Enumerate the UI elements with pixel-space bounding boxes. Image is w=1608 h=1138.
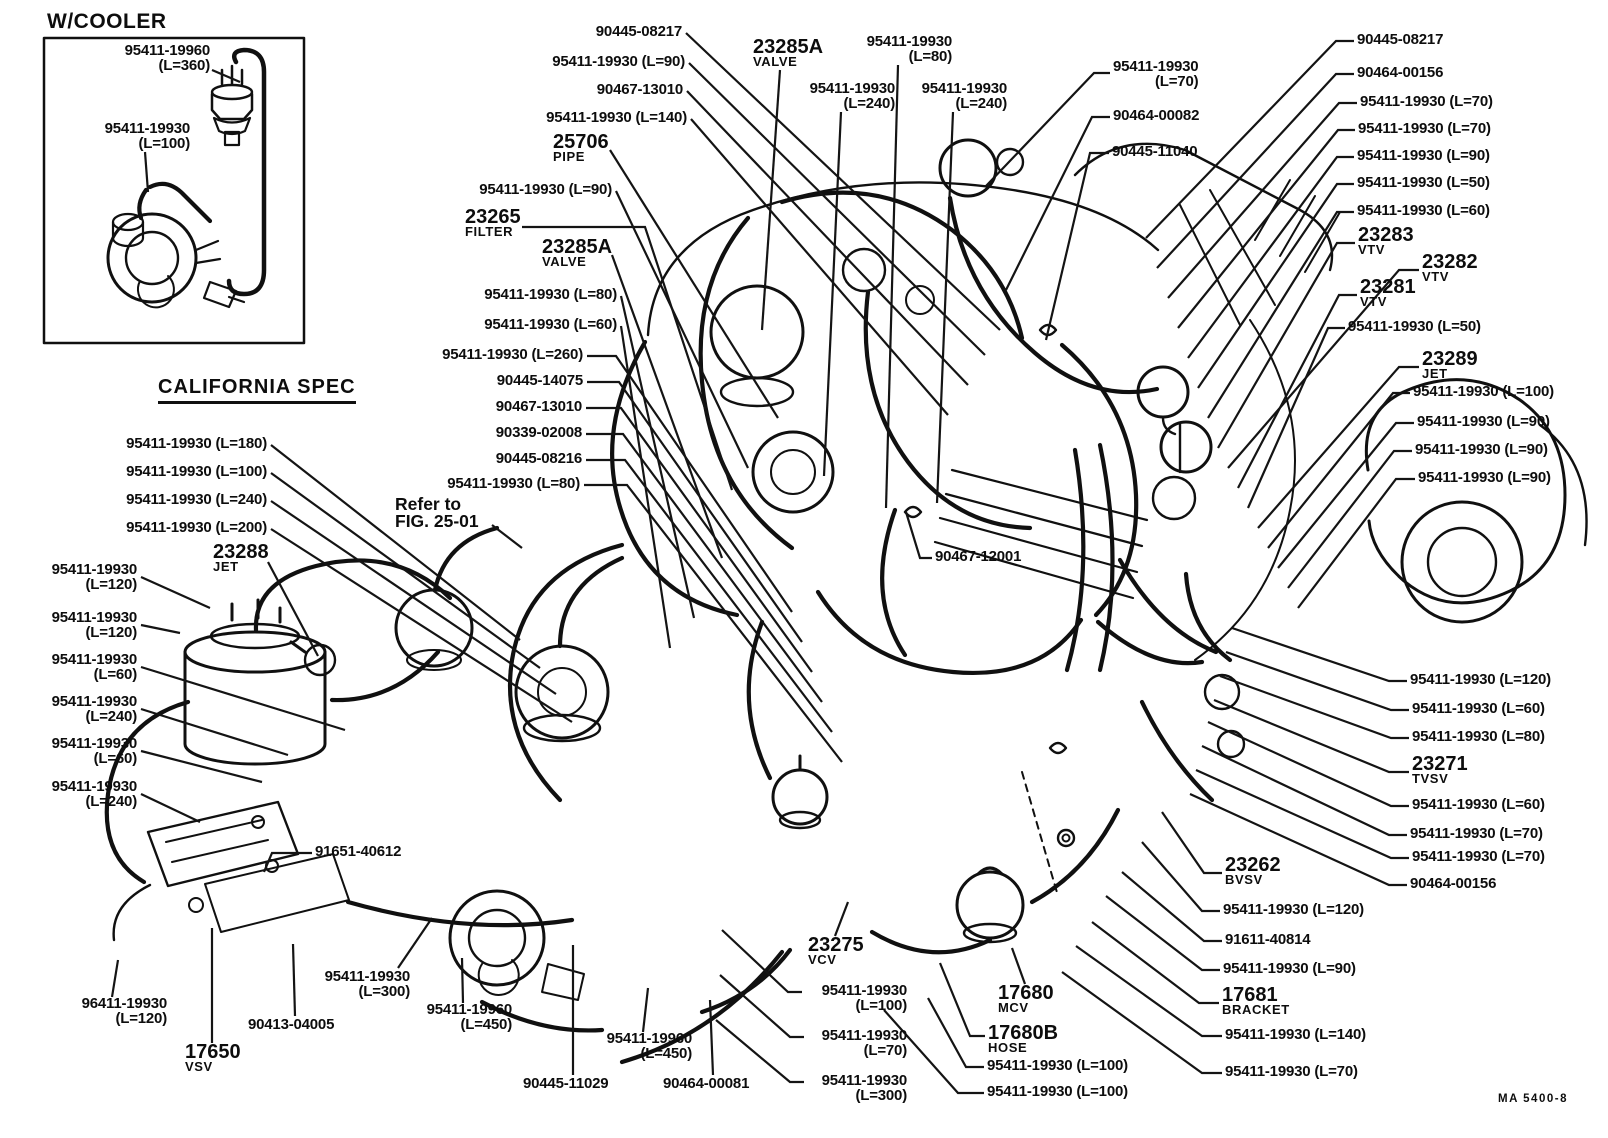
component-callout: 23283 VTV [1358, 224, 1414, 257]
leader-line [835, 902, 848, 936]
part-number-callout: 95411-19930 (L=90) [1357, 147, 1490, 164]
part-number-callout: 95411-19930 (L=70) [1410, 825, 1543, 842]
part-number-callout: 90464-00081 [663, 1075, 750, 1092]
part-number-callout: 95411-19960 (L=360) [124, 42, 210, 74]
leader-line [141, 751, 262, 782]
part-number-callout: 90464-00156 [1410, 875, 1497, 892]
leader-line [586, 434, 822, 702]
leader-line [1248, 328, 1345, 508]
component-callout: 23285A VALVE [753, 36, 824, 69]
part-number-callout: 90339-02008 [495, 424, 582, 441]
part-number-callout: 96411-19930 (L=120) [81, 995, 167, 1027]
part-number-callout: 95411-19930 (L=70) [1412, 848, 1545, 865]
part-number-callout: 90445-11029 [523, 1075, 609, 1092]
part-number-callout: 91611-40814 [1225, 931, 1311, 948]
part-number-callout: 90445-11040 [1112, 143, 1198, 160]
leader-line [293, 944, 295, 1016]
leader-line [112, 960, 118, 997]
leader-line [940, 963, 985, 1036]
part-number-callout: 95411-19930 (L=90) [1223, 960, 1356, 977]
part-number-callout: 95411-19930 (L=60) [1357, 202, 1490, 219]
part-number-callout: 95411-19930 (L=60) [484, 316, 617, 333]
part-number-callout: 95411-19930 (L=300) [324, 968, 410, 1000]
leader-line [1157, 74, 1354, 268]
part-number-callout: 95411-19930 (L=70) [1225, 1063, 1358, 1080]
part-number-callout: 90467-12001 [935, 548, 1022, 565]
leader-line [1178, 130, 1355, 328]
leader-line [141, 709, 288, 755]
part-number-callout: 90467-13010 [495, 398, 582, 415]
component-callout: 17650 VSV [185, 1041, 241, 1074]
component-callout: 17680 MCV [998, 982, 1054, 1015]
part-number-callout: 95411-19930 (L=120) [1223, 901, 1364, 918]
part-number-callout: 95411-19930 (L=240) [809, 80, 895, 112]
leader-line [1012, 948, 1025, 984]
part-number-callout: 95411-19930 (L=50) [1348, 318, 1481, 335]
leader-line [906, 512, 932, 558]
part-number-callout: 95411-19930 (L=240) [126, 491, 267, 508]
figure-code: MA 5400-8 [1498, 1093, 1568, 1105]
part-number-callout: 95411-19930 (L=240) [51, 693, 137, 725]
part-number-callout: 95411-19930 (L=80) [484, 286, 617, 303]
part-number-callout: 95411-19930 (L=90) [479, 181, 612, 198]
part-number-callout: 95411-19930 (L=70) [1113, 58, 1199, 90]
leader-line [1214, 700, 1409, 772]
leader-line [928, 998, 984, 1067]
leader-line [271, 529, 572, 722]
component-callout: 17681 BRACKET [1222, 984, 1290, 1017]
part-number-callout: 95411-19930 (L=300) [821, 1072, 907, 1104]
part-number-callout: 95411-19930 (L=70) [1358, 120, 1491, 137]
leader-line [716, 1020, 804, 1082]
part-number-callout: 95411-19930 (L=90) [1418, 469, 1551, 486]
figure-reference-note: Refer to FIG. 25-01 [395, 494, 479, 531]
part-number-callout: 95411-19930 (L=70) [1360, 93, 1493, 110]
part-number-callout: 95411-19930 (L=60) [1412, 700, 1545, 717]
leader-line [1168, 103, 1357, 298]
leader-line [1046, 153, 1109, 340]
part-number-callout: 95411-19930 (L=80) [1412, 728, 1545, 745]
component-callout: 23288 JET [213, 541, 269, 574]
leader-line [1076, 946, 1222, 1036]
part-number-callout: 95411-19930 (L=240) [51, 778, 137, 810]
leader-line [264, 853, 312, 872]
leader-line [492, 525, 522, 548]
spec-heading: CALIFORNIA SPEC [158, 376, 356, 404]
leader-line [720, 975, 804, 1037]
leader-line [691, 119, 948, 415]
part-number-callout: 95411-19930 (L=140) [546, 109, 687, 126]
part-number-callout: 95411-19930 (L=50) [1357, 174, 1490, 191]
leader-line [1202, 746, 1407, 835]
part-number-callout: 95411-19930 (L=260) [442, 346, 583, 363]
leader-line [937, 112, 953, 503]
part-number-callout: 95411-19930 (L=200) [126, 519, 267, 536]
leader-line [762, 70, 780, 330]
leader-line [462, 958, 463, 1003]
leader-line [398, 918, 432, 968]
leader-line [584, 485, 842, 762]
component-callout: 23275 VCV [808, 934, 864, 967]
part-number-callout: 95411-19930 (L=80) [447, 475, 580, 492]
leader-line [1190, 794, 1407, 885]
leader-line [886, 65, 898, 508]
part-number-callout: 90464-00156 [1357, 64, 1444, 81]
part-number-callout: 95411-19930 (L=60) [1412, 796, 1545, 813]
part-number-callout: 95411-19930 (L=120) [51, 561, 137, 593]
part-number-callout: 95411-19930 (L=100) [1413, 383, 1554, 400]
leader-line [587, 382, 802, 642]
leader-line [141, 625, 180, 633]
part-number-callout: 95411-19930 (L=140) [1225, 1026, 1366, 1043]
component-callout: 25706 PIPE [553, 131, 609, 164]
part-number-callout: 90413-04005 [248, 1016, 335, 1033]
leader-line [1162, 812, 1222, 873]
part-number-callout: 95411-19930 (L=120) [1410, 671, 1551, 688]
component-callout: 23289 JET [1422, 348, 1478, 381]
part-number-callout: 95411-19930 (L=60) [51, 735, 137, 767]
part-number-callout: 95411-19960 (L=450) [606, 1030, 692, 1062]
part-number-callout: 95411-19930 (L=180) [126, 435, 267, 452]
part-number-callout: 91651-40612 [315, 843, 402, 860]
leader-line [141, 794, 200, 822]
leader-line [1006, 117, 1110, 290]
part-number-callout: 90445-08217 [595, 23, 682, 40]
component-callout: 23285A VALVE [542, 236, 613, 269]
part-number-callout: 95411-19930 (L=100) [987, 1083, 1128, 1100]
leader-line [1122, 872, 1222, 941]
part-number-callout: 90464-00082 [1113, 107, 1200, 124]
inset-title: W/COOLER [47, 10, 167, 33]
leader-line [141, 667, 345, 730]
component-callout: 23265 FILTER [465, 206, 521, 239]
part-number-callout: 95411-19930 (L=100) [987, 1057, 1128, 1074]
component-callout: 23281 VTV [1360, 276, 1416, 309]
leader-line [212, 70, 240, 82]
part-number-callout: 95411-19960 (L=450) [426, 1001, 512, 1033]
part-number-callout: 95411-19930 (L=90) [1415, 441, 1548, 458]
leader-line [268, 562, 318, 656]
leader-line [686, 33, 1000, 330]
leader-line [643, 988, 648, 1032]
leader-line [1142, 842, 1220, 911]
leader-line [586, 460, 832, 732]
component-callout: 17680B HOSE [988, 1022, 1059, 1055]
component-callout: 23262 BVSV [1225, 854, 1281, 887]
part-number-callout: 90445-08216 [495, 450, 582, 467]
leader-line [586, 408, 812, 672]
part-number-callout: 95411-19930 (L=100) [821, 982, 907, 1014]
part-number-callout: 95411-19930 (L=240) [921, 80, 1007, 112]
part-number-callout: 95411-19930 (L=100) [126, 463, 267, 480]
part-number-callout: 90445-08217 [1357, 31, 1444, 48]
part-number-callout: 90467-13010 [596, 81, 683, 98]
part-number-callout: 95411-19930 (L=80) [866, 33, 952, 65]
part-number-callout: 95411-19930 (L=70) [821, 1027, 907, 1059]
part-number-callout: 90445-14075 [496, 372, 583, 389]
leader-line [1232, 628, 1407, 681]
leader-line [1258, 367, 1419, 528]
leader-line [145, 152, 148, 192]
leader-line [1208, 212, 1354, 418]
component-callout: 23282 VTV [1422, 251, 1478, 284]
leader-line [722, 930, 802, 992]
leader-line [710, 1000, 713, 1075]
part-number-callout: 95411-19930 (L=100) [104, 120, 190, 152]
part-number-callout: 95411-19930 (L=90) [552, 53, 685, 70]
part-number-callout: 95411-19930 (L=60) [51, 651, 137, 683]
part-number-callout: 95411-19930 (L=120) [51, 609, 137, 641]
leader-line [1198, 184, 1354, 388]
part-number-callout: 95411-19930 (L=90) [1417, 413, 1550, 430]
component-callout: 23271 TVSV [1412, 753, 1468, 786]
leader-line [1226, 652, 1409, 710]
leader-line [141, 577, 210, 608]
